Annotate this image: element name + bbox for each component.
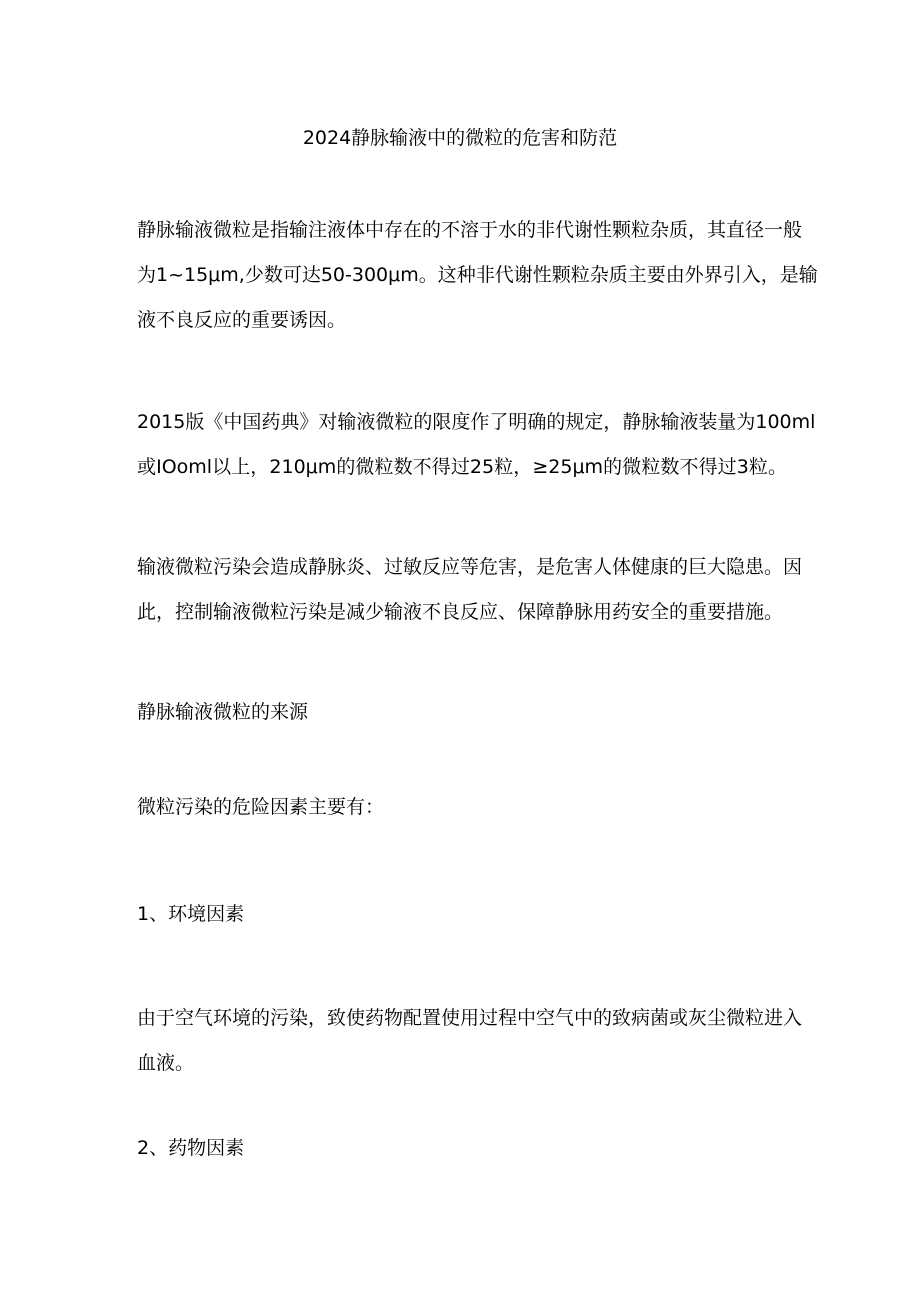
paragraph-line: 为1~15μm,少数可达50-300μm。这种非代谢性颗粒杂质主要由外界引入，是输 — [137, 264, 818, 286]
paragraph-pharmacopoeia — [137, 400, 816, 490]
paragraph-line: 2015版《中国药典》对输液微粒的限度作了明确的规定，静脉输液装量为100ml — [137, 411, 816, 433]
list-item-environment — [137, 892, 787, 937]
paragraph-line: 2、药物因素 — [137, 1137, 245, 1159]
paragraph-line: 微粒污染的危险因素主要有： — [137, 796, 385, 818]
paragraph-line: 由于空气环境的污染，致使药物配置使用过程中空气中的致病菌或灰尘微粒进入 — [137, 1007, 803, 1029]
paragraph-hazards — [137, 545, 803, 635]
paragraph-environment — [137, 996, 803, 1086]
paragraph-line: 或IOoml以上，210μm的微粒数不得过25粒，≥25μm的微粒数不得过3粒。 — [137, 456, 787, 478]
list-item-drug — [137, 1126, 787, 1171]
paragraph-line: 静脉输液微粒的来源 — [137, 701, 309, 723]
paragraph-line: 1、环境因素 — [137, 903, 245, 925]
section-heading-sources — [137, 690, 787, 735]
paragraph-line: 血液。 — [137, 1052, 195, 1074]
paragraph-line: 此，控制输液微粒污染是减少输液不良反应、保障静脉用药安全的重要措施。 — [137, 601, 784, 623]
paragraph-line: 输液微粒污染会造成静脉炎、过敏反应等危害，是危害人体健康的巨大隐患。因 — [137, 556, 803, 578]
document-title: 2024静脉输液中的微粒的危害和防范 — [302, 127, 618, 149]
paragraph-line: 静脉输液微粒是指输注液体中存在的不溶于水的非代谢性颗粒杂质，其直径一般 — [137, 219, 803, 241]
paragraph-line: 液不良反应的重要诱因。 — [137, 309, 347, 331]
paragraph-definition — [137, 208, 818, 343]
paragraph-risk-factors — [137, 785, 787, 830]
